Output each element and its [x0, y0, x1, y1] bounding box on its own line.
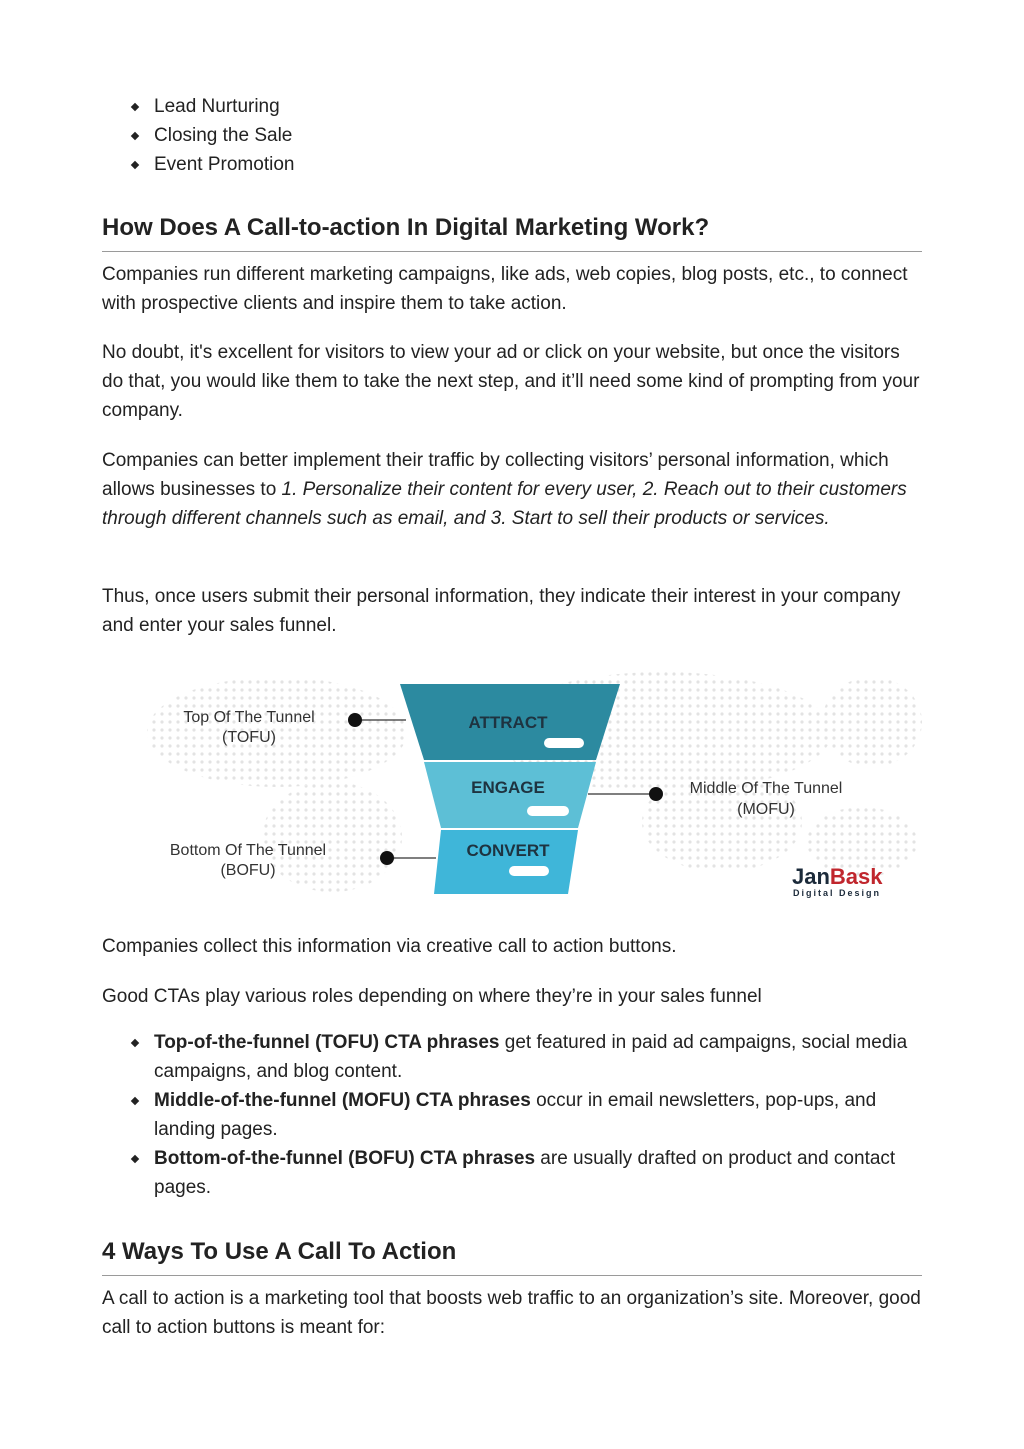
paragraph-lead: Companies can better implement their traffic by collecting visitors’ personal information, which allows businesses to: [102, 450, 889, 500]
list-item-text: Closing the Sale: [154, 125, 293, 146]
list-item: [102, 1086, 922, 1144]
cta-term: Bottom-of-the-funnel (BOFU) CTA phrases: [154, 1148, 536, 1169]
paragraph-italic: 1. Personalize their content for every user, 2. Reach out to their customers through different channels such as email, and 3. Start to sell their products or services.: [102, 479, 907, 529]
logo-text-bask: Bask: [829, 864, 883, 889]
bofu-label: Bottom Of The Tunnel: [169, 842, 327, 859]
bofu-connector-dot: [380, 851, 394, 865]
cta-list: [102, 1028, 922, 1202]
stage-label-engage: ENGAGE: [471, 778, 545, 797]
bullet-icon: [131, 1039, 139, 1047]
list-item-text: Event Promotion: [154, 154, 295, 175]
cta-term: Middle-of-the-funnel (MOFU) CTA phrases: [154, 1090, 531, 1111]
stage-pill: [527, 806, 569, 816]
tofu-abbr: (TOFU): [222, 729, 276, 746]
cta-description: occur in email newsletters, pop-ups, and landing pages.: [154, 1090, 877, 1140]
janbask-logo: [792, 864, 883, 898]
section-heading: How Does A Call-to-action In Digital Marketing Work?: [102, 214, 922, 252]
logo-text-jan: Jan: [792, 864, 830, 889]
bullet-icon: [131, 132, 139, 140]
funnel-image: [102, 662, 922, 914]
logo-subtitle: Digital Design: [793, 888, 882, 898]
bullet-icon: [131, 161, 139, 169]
roles-list: [102, 92, 294, 179]
list-item: [102, 121, 294, 150]
list-item: [102, 150, 294, 179]
bullet-icon: [131, 1155, 139, 1163]
paragraph: No doubt, it's excellent for visitors to view your ad or click on your website, but once the visitors do that, you would like them to take the next step, and it’ll need some kind of prompting from your company.: [102, 342, 920, 421]
stage-pill: [544, 738, 584, 748]
tofu-label: Top Of The Tunnel: [183, 709, 315, 726]
cta-description: get featured in paid ad campaigns, social media campaigns, and blog content.: [154, 1032, 908, 1082]
cta-description: are usually drafted on product and contact pages.: [154, 1148, 896, 1198]
bullet-icon: [131, 103, 139, 111]
paragraph: Thus, once users submit their personal information, they indicate their interest in your company and enter your sales funnel.: [102, 586, 901, 636]
stage-label-attract: ATTRACT: [468, 713, 548, 732]
section-heading: 4 Ways To Use A Call To Action: [102, 1238, 922, 1276]
list-item: [102, 1028, 922, 1086]
stage-label-convert: CONVERT: [466, 841, 550, 860]
bofu-abbr: (BOFU): [220, 862, 276, 879]
list-item: [102, 1144, 922, 1202]
list-item: [102, 92, 294, 121]
mofu-connector-dot: [649, 787, 663, 801]
mofu-label: Middle Of The Tunnel: [689, 780, 843, 797]
funnel-stage-convert: [434, 830, 578, 894]
logo-wordmark: [792, 864, 883, 889]
list-item-text: Lead Nurturing: [154, 96, 280, 117]
mofu-abbr: (MOFU): [737, 801, 795, 818]
paragraph: A call to action is a marketing tool that boosts web traffic to an organization’s site. Moreover, good call to action buttons is meant for:: [102, 1288, 921, 1338]
tofu-connector-dot: [348, 713, 362, 727]
paragraph: [102, 446, 922, 533]
funnel-diagram: [102, 662, 922, 914]
paragraph: Good CTAs play various roles depending on where they’re in your sales funnel: [102, 986, 762, 1007]
paragraph: Companies run different marketing campaigns, like ads, web copies, blog posts, etc., to connect with prospective clients and inspire them to take action.: [102, 264, 908, 314]
paragraph: Companies collect this information via creative call to action buttons.: [102, 936, 677, 957]
cta-term: Top-of-the-funnel (TOFU) CTA phrases: [154, 1032, 500, 1053]
bullet-icon: [131, 1097, 139, 1105]
stage-pill: [509, 866, 549, 876]
